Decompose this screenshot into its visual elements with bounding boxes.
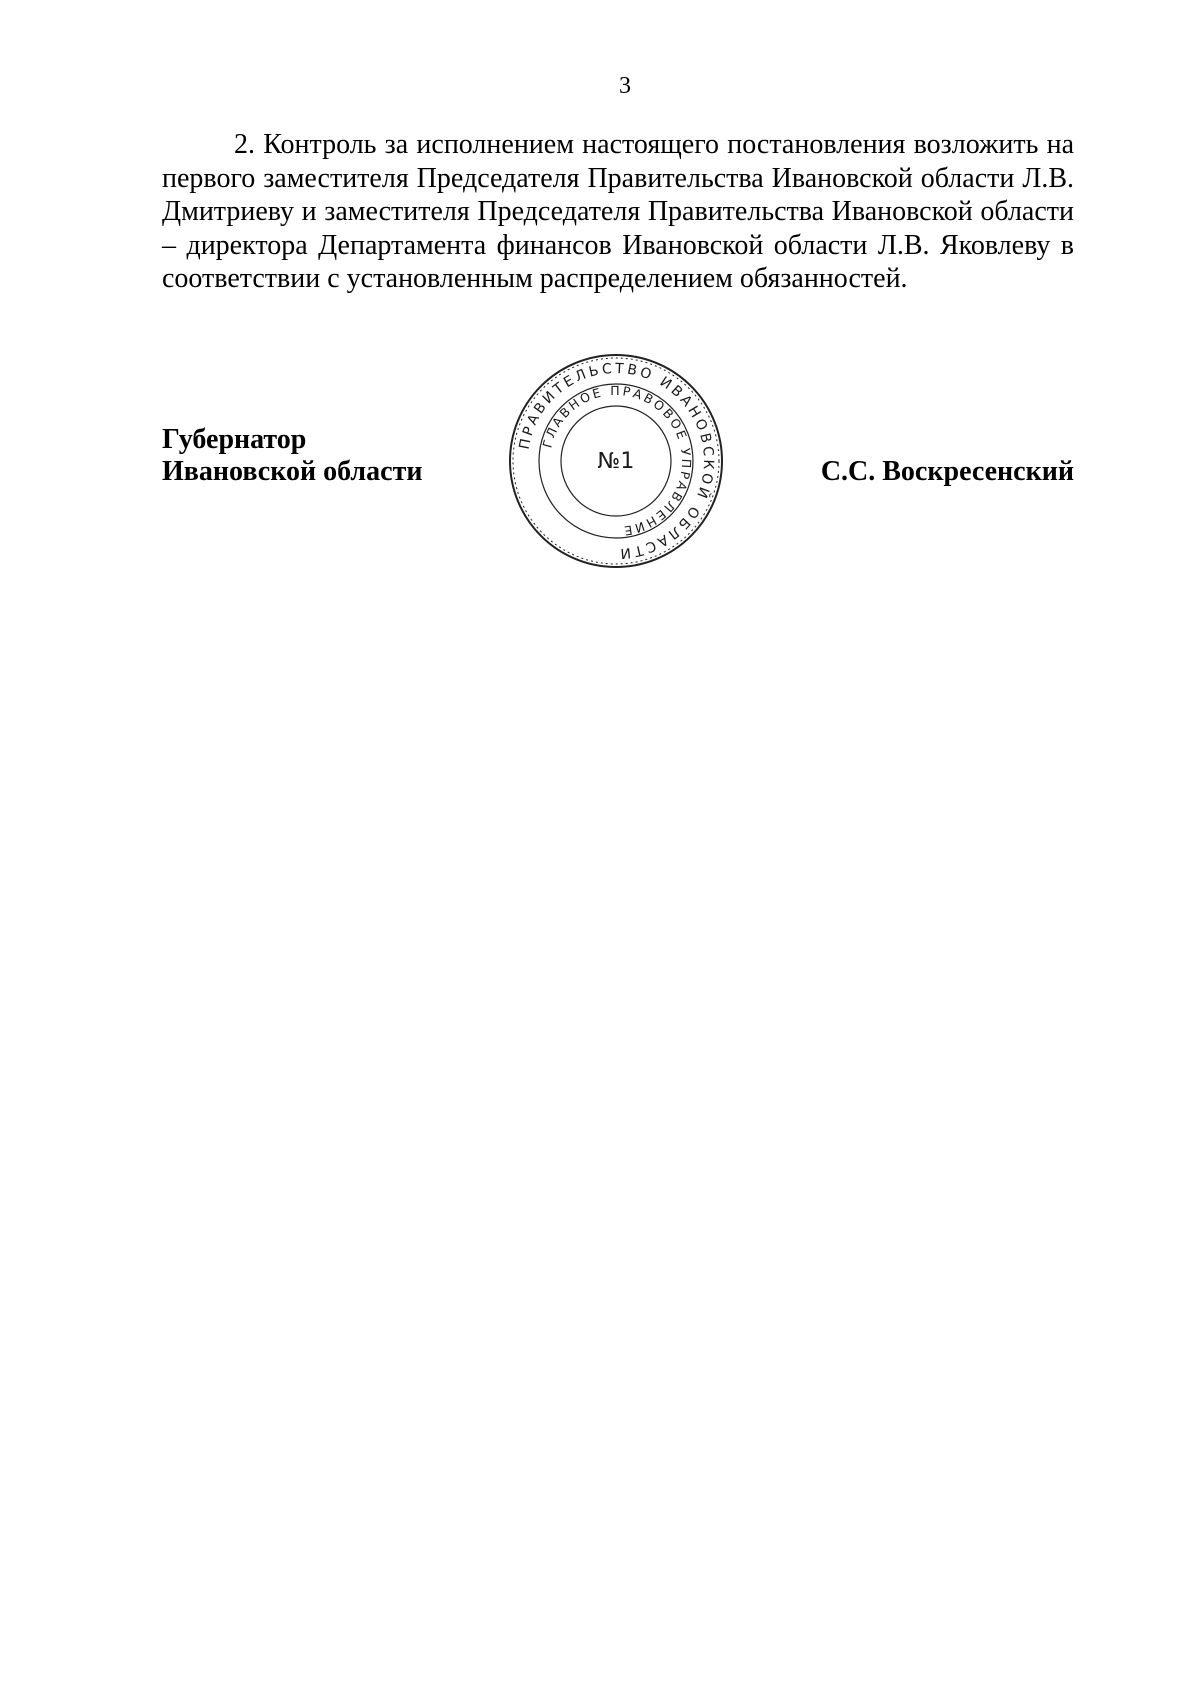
seal-outer-text: ПРАВИТЕЛЬСТВО ИВАНОВСКОЙ ОБЛАСТИ — [516, 360, 717, 562]
signatory-name: С.С. Воскресенский — [820, 456, 1074, 487]
signatory-title-line2: Ивановской области — [162, 456, 423, 487]
body-paragraph: 2. Контроль за исполнением настоящего постановления возложить на первого заместителя Председателя Правительства Ивановской области Л.В. Дмитриеву и заместителя Председателя Правительства Ивановской области – директора Департамента финансов Ивановской области Л.В. Яковлеву в соответствии с установленным распределением обязанностей. — [162, 129, 1074, 295]
seal-graphic — [507, 352, 725, 570]
seal-inner-text: ГЛАВНОЕ ПРАВОВОЕ УПРАВЛЕНИЕ — [539, 382, 695, 539]
official-seal — [507, 352, 725, 570]
seal-center-number: №1 — [597, 449, 635, 474]
signatory-title — [162, 424, 422, 488]
page-number: 3 — [619, 73, 631, 99]
signatory-title-line1: Губернатор — [162, 424, 307, 455]
